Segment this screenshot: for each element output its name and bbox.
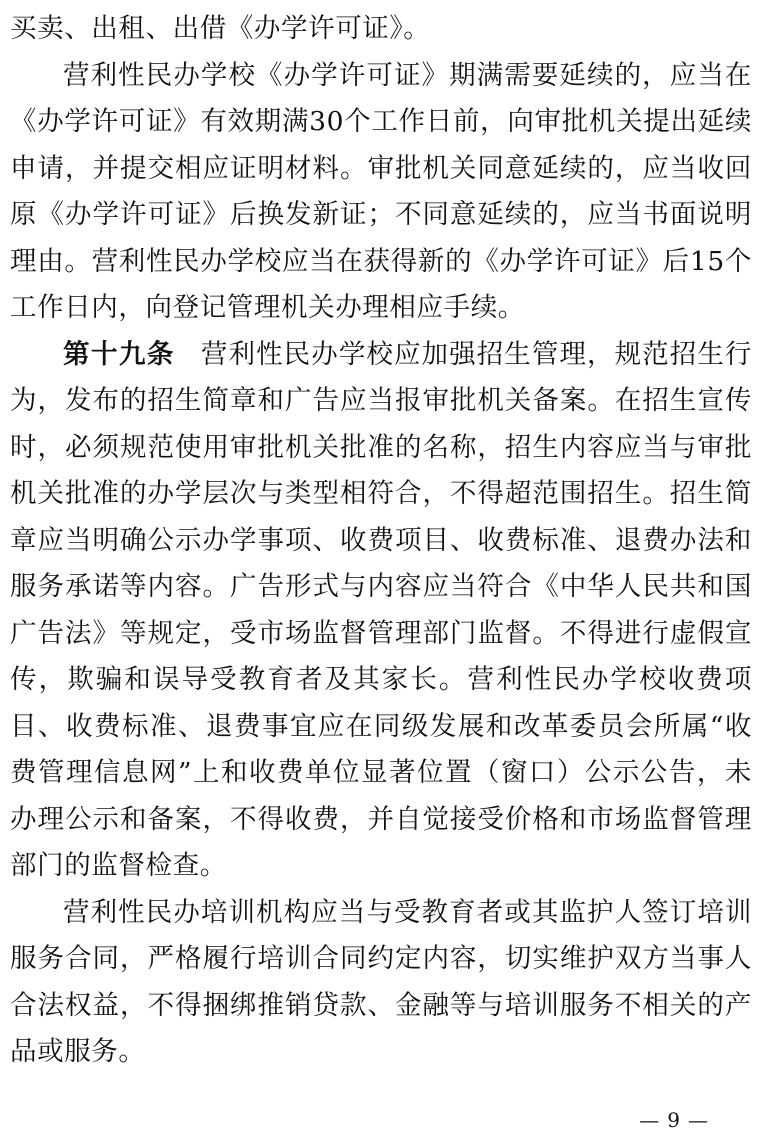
paragraph-continuation: 买卖、出租、出借《办学许可证》。 bbox=[10, 13, 431, 44]
page-number-footer bbox=[0, 1103, 760, 1137]
paragraph-training-contract: 营利性民办培训机构应当与受教育者或其监护人签订培训服务合同，严格履行培训合同约定内容，切实维护双方当事人合法权益，不得捆绑推销贷款、金融等与培训服务不相关的产品或服务。 bbox=[10, 896, 752, 1067]
paragraph-article-19 bbox=[10, 332, 752, 890]
dash-left: — bbox=[639, 1108, 660, 1132]
article-19-text: 营利性民办学校应加强招生管理，规范招生行为，发布的招生简章和广告应当报审批机关备案。在招生宣传时，必须规范使用审批机关批准的名称，招生内容应当与审批机关批准的办学层次与类型相符合，不得超范围招生。招生简章应当明确公示办学事项、收费项目、收费标准、退费办法和服务承诺等内容。广告形式与内容应当符合《中华人民共和国广告法》等规定，受市场监督管理部门监督。不得进行虚假宣传，欺骗和误导受教育者及其家长。营利性民办学校收费项目、收费标准、退费事宜应在同级发展和改革委员会所属“收费管理信息网”上和收费单位显著位置（窗口）公示公告，未办理公示和备案，不得收费，并自觉接受价格和市场监督管理部门的监督检查。 bbox=[10, 338, 753, 881]
page-number: 9 bbox=[667, 1108, 680, 1132]
dash-right: — bbox=[688, 1108, 708, 1132]
document-body bbox=[10, 6, 752, 1076]
paragraph-license-renewal: 营利性民办学校《办学许可证》期满需要延续的，应当在《办学许可证》有效期满30个工作日前，向审批机关提出延续申请，并提交相应证明材料。审批机关同意延续的，应当收回原《办学许可证》后换发新证；不同意延续的，应当书面说明理由。营利性民办学校应当在获得新的《办学许可证》后15个工作日内，向登记管理机关办理相应手续。 bbox=[10, 59, 752, 323]
article-heading: 第十九条 bbox=[63, 338, 175, 370]
